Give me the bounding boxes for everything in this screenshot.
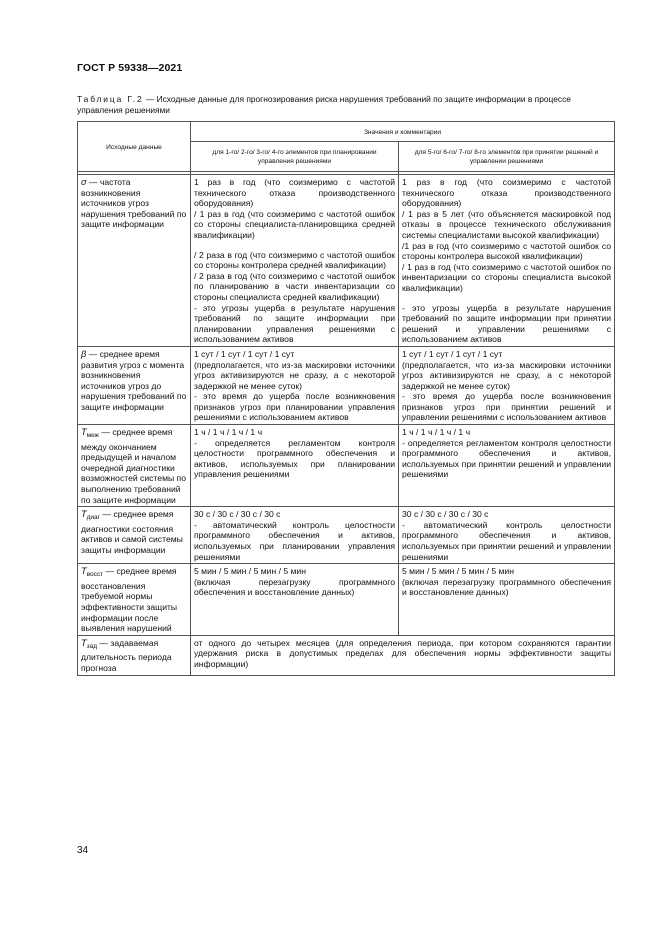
table-row <box>78 507 615 564</box>
value-cell-planning: 30 с / 30 с / 30 с / 30 с - автоматический контроль целостности программного обеспечения и активов, используемых при планировании управления решениями <box>191 507 399 564</box>
source-data-table <box>77 121 615 676</box>
table-row <box>78 175 615 347</box>
parameter-cell: $T_{восст}$ — среднее время восстановления требуемой нормы эффективности защиты информации после выявления нарушений <box>78 564 191 636</box>
column-header-planning: для 1-го/ 2-го/ 3-го/ 4-го элементов при планировании управления решениями <box>191 142 399 172</box>
value-cell-decisions: 1 ч / 1 ч / 1 ч / 1 ч - определяется регламентом контроля целостности программного обеспечения и активов, используемых при принятии решений и управлении решениями <box>399 425 615 507</box>
column-header-parameter: Исходные данные <box>78 122 191 172</box>
parameter-cell: $T_{меж}$ — среднее время между окончанием предыдущей и началом очередной диагностики возможностей системы по выполнению требований по защите информации <box>78 425 191 507</box>
value-cell-decisions: 1 сут / 1 сут / 1 сут / 1 сут (предполагается, что из-за маскировки источники угроз активизируются не сразу, а с некоторой задержкой не менее суток) - это время до ущерба после возникновения признаков угроз при принятии решений и управлении решениями с использованием активов <box>399 346 615 424</box>
parameter-cell: β — среднее время развития угроз с момента возникновения источников угроз до нарушения требований по защите информации <box>78 346 191 424</box>
value-cell-decisions: 1 раз в год (что соизмеримо с частотой технического отказа производственного оборудования) / 1 раз в 5 лет (что объясняется маскировкой под отказы в процессе технического обслуживания системы специалистами высокой квалификации) /1 раз в год (что соизмеримо с частотой ошибок со стороны контролера высокой квалификации) / 1 раз в год (что соизмеримо с частотой ошибок по инвентаризации со стороны специалиста высокой квалификации) - это угрозы ущерба в результате нарушения требований по защите информации при принятии решений и управлении решениями с использованием активов <box>399 175 615 347</box>
page-number: 34 <box>77 845 89 856</box>
table-caption <box>77 94 617 116</box>
parameter-cell: $T_{зад}$ — задаваемая длительность периода прогноза <box>78 635 191 675</box>
table-row <box>78 635 615 675</box>
value-cell-planning: 1 раз в год (что соизмеримо с частотой технического отказа производственного оборудования) / 1 раз в год (что соизмеримо с частотой ошибок со стороны специалиста-планировщика средней квалификации) / 2 раза в год (что соизмеримо с частотой ошибок со стороны контролера средней квалификации) / 2 раза в год (что соизмеримо с частотой ошибок по планированию в части инвентаризации со стороны специалиста средней квалификации) - это угрозы ущерба в результате нарушения требований по защите информации при планировании управления решениями с использованием активов <box>191 175 399 347</box>
value-cell-decisions: 30 с / 30 с / 30 с / 30 с - автоматический контроль целостности программного обеспечения и активов, используемых при принятии решений и управлении решениями <box>399 507 615 564</box>
value-cell-planning: 1 ч / 1 ч / 1 ч / 1 ч - определяется регламентом контроля целостности программного обеспечения и активов, используемых при планировании управления решениями <box>191 425 399 507</box>
value-cell-planning: 5 мин / 5 мин / 5 мин / 5 мин (включая перезагрузку программного обеспечения и восстановление данных) <box>191 564 399 636</box>
parameter-cell: σ — частота возникновения источников угроз нарушения требований по защите информации <box>78 175 191 347</box>
table-caption-label: Таблица Г.2 <box>77 94 144 104</box>
table-caption-text: — Исходные данные для прогнозирования риска нарушения требований по защите информации в процессе управления решениями <box>77 94 571 115</box>
column-header-values: Значения и комментарии <box>191 122 615 142</box>
parameter-cell: $T_{диаг}$ — среднее время диагностики состояния активов и самой системы защиты информации <box>78 507 191 564</box>
document-header: ГОСТ Р 59338—2021 <box>77 62 183 74</box>
table-row <box>78 425 615 507</box>
value-cell-planning: 1 сут / 1 сут / 1 сут / 1 сут (предполагается, что из-за маскировки источники угроз активизируются не сразу, а с некоторой задержкой не менее суток) - это время до ущерба после возникновения признаков угроз при планировании управления решениями с использованием активов <box>191 346 399 424</box>
table-row <box>78 564 615 636</box>
table-row <box>78 346 615 424</box>
value-cell-merged: от одного до четырех месяцев (для определения периода, при котором сохраняются гарантии удержания риска в допустимых пределах для обеспечения нормы эффективности защиты информации) <box>191 635 615 675</box>
value-cell-decisions: 5 мин / 5 мин / 5 мин / 5 мин (включая перезагрузку программного обеспечения и восстановление данных) <box>399 564 615 636</box>
column-header-decisions: для 5-го/ 6-го/ 7-го/ 8-го элементов при принятии решений и управлении решениями <box>399 142 615 172</box>
